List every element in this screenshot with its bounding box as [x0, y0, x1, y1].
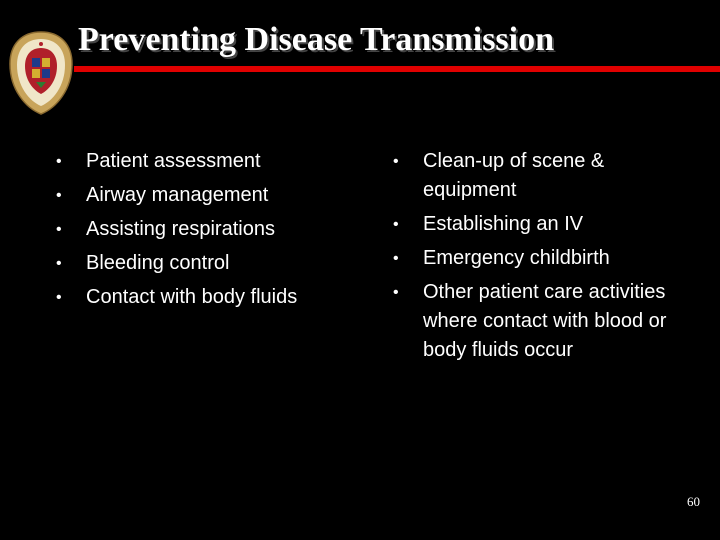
bullet-item: • Emergency childbirth	[393, 244, 693, 273]
county-seal-logo	[8, 30, 74, 116]
page-number: 60	[687, 494, 700, 509]
bullet-item: • Patient assessment	[56, 147, 336, 176]
bullet-item: • Airway management	[56, 181, 336, 210]
bullet-item: • Other patient care activities where contact with blood or body fluids occur	[393, 278, 693, 365]
bullet-item: • Contact with body fluids	[56, 283, 336, 312]
bullet-item: • Clean-up of scene & equipment	[393, 147, 693, 205]
bullet-item: • Establishing an IV	[393, 210, 693, 239]
bullet-item: • Assisting respirations	[56, 215, 336, 244]
title-underline-rule	[74, 66, 720, 72]
right-bullet-list	[393, 147, 693, 370]
bullet-item: • Bleeding control	[56, 249, 336, 278]
slide-title: Preventing Disease Transmission	[78, 21, 555, 58]
left-bullet-list	[56, 147, 336, 317]
